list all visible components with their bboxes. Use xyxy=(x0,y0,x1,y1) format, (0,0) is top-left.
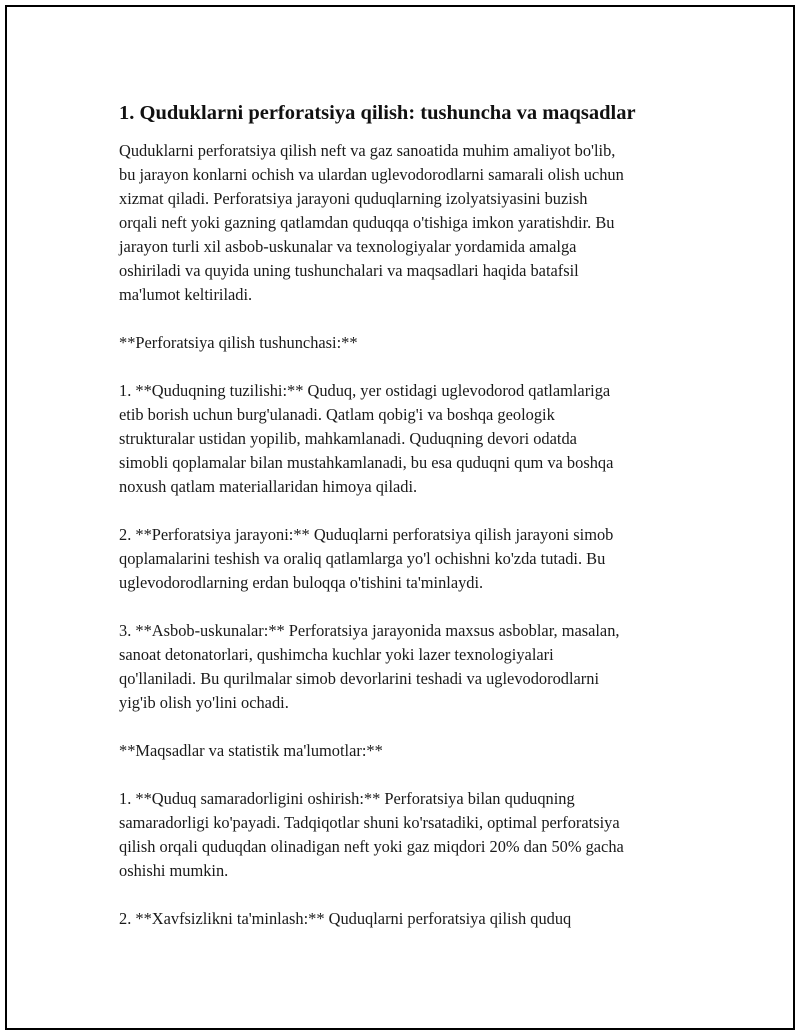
list-item-well-structure: 1. **Quduqning tuzilishi:** Quduq, yer ostidagi uglevodorod qatlamlariga etib borish uchun burg'ulanadi. Qatlam qobig'i va boshqa geologik strukturalar ustidan yopilib, mahkamlanadi. Quduqning devori odatda simobli qoplamalar bilan mustahkamlanadi, bu esa quduqni qum va boshqa noxush qatlam materiallaridan himoya qiladi. xyxy=(119,381,614,496)
page-frame xyxy=(5,5,795,1030)
list-item-perforation-process: 2. **Perforatsiya jarayoni:** Quduqlarni perforatsiya qilish jarayoni simob qoplamalarini teshish va oraliq qatlamlarga yo'l ochishni ko'zda tutadi. Bu uglevodorodlarning erdan buloqqa o'tishini ta'minlaydi. xyxy=(119,525,614,592)
intro-paragraph: Quduklarni perforatsiya qilish neft va gaz sanoatida muhim amaliyot bo'lib, bu jarayon konlarni ochish va ulardan uglevodorodlarni samarali olish uchun xizmat qiladi. Perforatsiya jarayoni quduqlarning izolyatsiyasini buzish orqali neft yoki gazning qatlamdan quduqqa o'tishiga imkon yaratishdir. Bu jarayon turli xil asbob-uskunalar va texnologiyalar yordamida amalga oshiriladi va quyida uning tushunchalari va maqsadlari haqida batafsil ma'lumot keltiriladi. xyxy=(119,141,624,304)
list-item-equipment: 3. **Asbob-uskunalar:** Perforatsiya jarayonida maxsus asboblar, masalan, sanoat detonatorlari, qushimcha kuchlar yoki lazer texnologiyalari qo'llaniladi. Bu qurilmalar simob devorlarini teshadi va uglevodorodlarni yig'ib olish yo'lini ochadi. xyxy=(119,621,620,712)
document-body xyxy=(119,99,709,931)
list-item-safety: 2. **Xavfsizlikni ta'minlash:** Quduqlarni perforatsiya qilish quduq xyxy=(119,909,572,928)
section-heading-concept: **Perforatsiya qilish tushunchasi:** xyxy=(119,333,358,352)
section-heading-goals: **Maqsadlar va statistik ma'lumotlar:** xyxy=(119,741,383,760)
list-item-efficiency: 1. **Quduq samaradorligini oshirish:** Perforatsiya bilan quduqning samaradorligi ko'payadi. Tadqiqotlar shuni ko'rsatadiki, optimal perforatsiya qilish orqali quduqdan olinadigan neft yoki gaz miqdori 20% dan 50% gacha oshishi mumkin. xyxy=(119,789,624,880)
document-title: 1. Quduklarni perforatsiya qilish: tushuncha va maqsadlar xyxy=(119,102,636,124)
